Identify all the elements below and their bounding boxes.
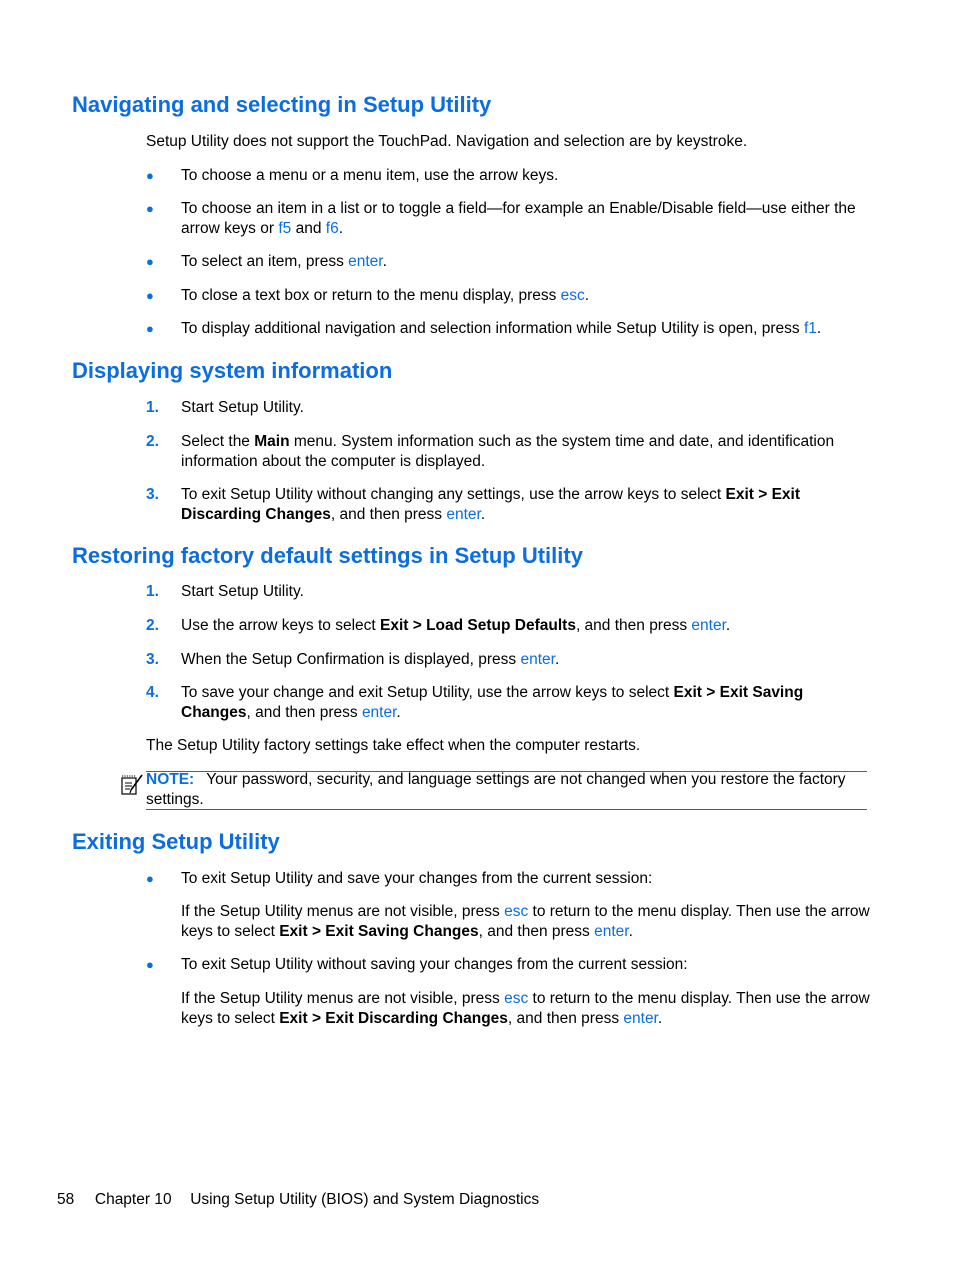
restore-step-1: Start Setup Utility.	[181, 583, 304, 600]
nav-bullet-2: To choose an item in a list or to toggle a field—for example an Enable/Disable field—use either the arrow keys or f5 and f6.	[181, 200, 856, 237]
exit-bullet-1-detail: If the Setup Utility menus are not visible, press esc to return to the menu display. Then use the arrow keys to select Exit > Exit Saving Changes, and then press enter.	[181, 903, 870, 940]
note-body: NOTE: Your password, security, and language settings are not changed when you restore the factory settings.	[146, 771, 846, 808]
key-esc: esc	[504, 903, 529, 920]
key-enter: enter	[520, 651, 555, 668]
nav-intro: Setup Utility does not support the TouchPad. Navigation and selection are by keystroke.	[146, 133, 748, 150]
heading-displaying-system-info: Displaying system information	[72, 358, 393, 383]
key-enter: enter	[446, 505, 481, 523]
step-number: 3.	[146, 486, 159, 503]
heading-navigating: Navigating and selecting in Setup Utility	[72, 92, 492, 117]
exit-bullet-2: To exit Setup Utility without saving your changes from the current session:	[181, 956, 688, 973]
step-number: 1.	[146, 583, 159, 600]
nav-bullet-4: To close a text box or return to the menu display, press esc.	[181, 287, 590, 304]
chapter-label: Chapter 10	[94, 1191, 172, 1208]
heading-exiting: Exiting Setup Utility	[72, 829, 280, 854]
page-number: 58	[57, 1191, 75, 1208]
page-footer	[57, 1191, 539, 1209]
key-enter: enter	[594, 922, 629, 940]
heading-restoring-defaults: Restoring factory default settings in Setup Utility	[72, 543, 583, 568]
bullet-icon: ●	[146, 871, 154, 886]
key-enter: enter	[361, 703, 397, 721]
nav-bullet-5: To display additional navigation and selection information while Setup Utility is open, press f1.	[181, 320, 822, 337]
exit-bullet-1: To exit Setup Utility and save your changes from the current session:	[181, 870, 653, 887]
sysinfo-step-3: To exit Setup Utility without changing any settings, use the arrow keys to select Exit > Exit Discarding Changes, and then press enter.	[181, 486, 801, 523]
sysinfo-step-2: Select the Main menu. System information such as the system time and date, and identification information about the computer is displayed.	[181, 433, 835, 470]
key-enter: enter	[691, 617, 726, 634]
nav-bullet-1: To choose a menu or a menu item, use the arrow keys.	[181, 167, 559, 184]
exit-bullet-2-detail: If the Setup Utility menus are not visible, press esc to return to the menu display. Then use the arrow keys to select Exit > Exit Discarding Changes, and then press enter.	[181, 990, 870, 1027]
step-number: 2.	[146, 433, 159, 450]
restore-step-2: Use the arrow keys to select Exit > Load Setup Defaults, and then press enter.	[181, 617, 731, 634]
restore-step-3: When the Setup Confirmation is displayed, press enter.	[181, 651, 560, 668]
bullet-icon: ●	[146, 168, 154, 183]
bullet-icon: ●	[146, 321, 154, 336]
note-label: NOTE:	[146, 771, 195, 788]
key-f5: f5	[278, 219, 292, 237]
nav-bullet-3: To select an item, press enter.	[181, 253, 387, 270]
step-number: 3.	[146, 651, 159, 668]
note-bottom-rule	[146, 809, 867, 810]
bullet-icon: ●	[146, 201, 154, 216]
bullet-icon: ●	[146, 254, 154, 269]
restore-after-text: The Setup Utility factory settings take effect when the computer restarts.	[146, 737, 641, 754]
key-esc: esc	[504, 990, 529, 1007]
key-f6: f6	[325, 219, 339, 237]
key-enter: enter	[348, 253, 383, 270]
sysinfo-step-1: Start Setup Utility.	[181, 399, 304, 416]
key-f1: f1	[803, 320, 817, 337]
key-esc: esc	[560, 287, 585, 304]
note-icon	[120, 773, 146, 797]
step-number: 2.	[146, 617, 159, 634]
restore-step-4: To save your change and exit Setup Utility, use the arrow keys to select Exit > Exit Saving Changes, and then press enter.	[181, 684, 804, 721]
chapter-title: Using Setup Utility (BIOS) and System Diagnostics	[190, 1191, 540, 1208]
step-number: 1.	[146, 399, 159, 416]
bullet-icon: ●	[146, 957, 154, 972]
key-enter: enter	[623, 1009, 658, 1027]
step-number: 4.	[146, 684, 159, 701]
bullet-icon: ●	[146, 288, 154, 303]
